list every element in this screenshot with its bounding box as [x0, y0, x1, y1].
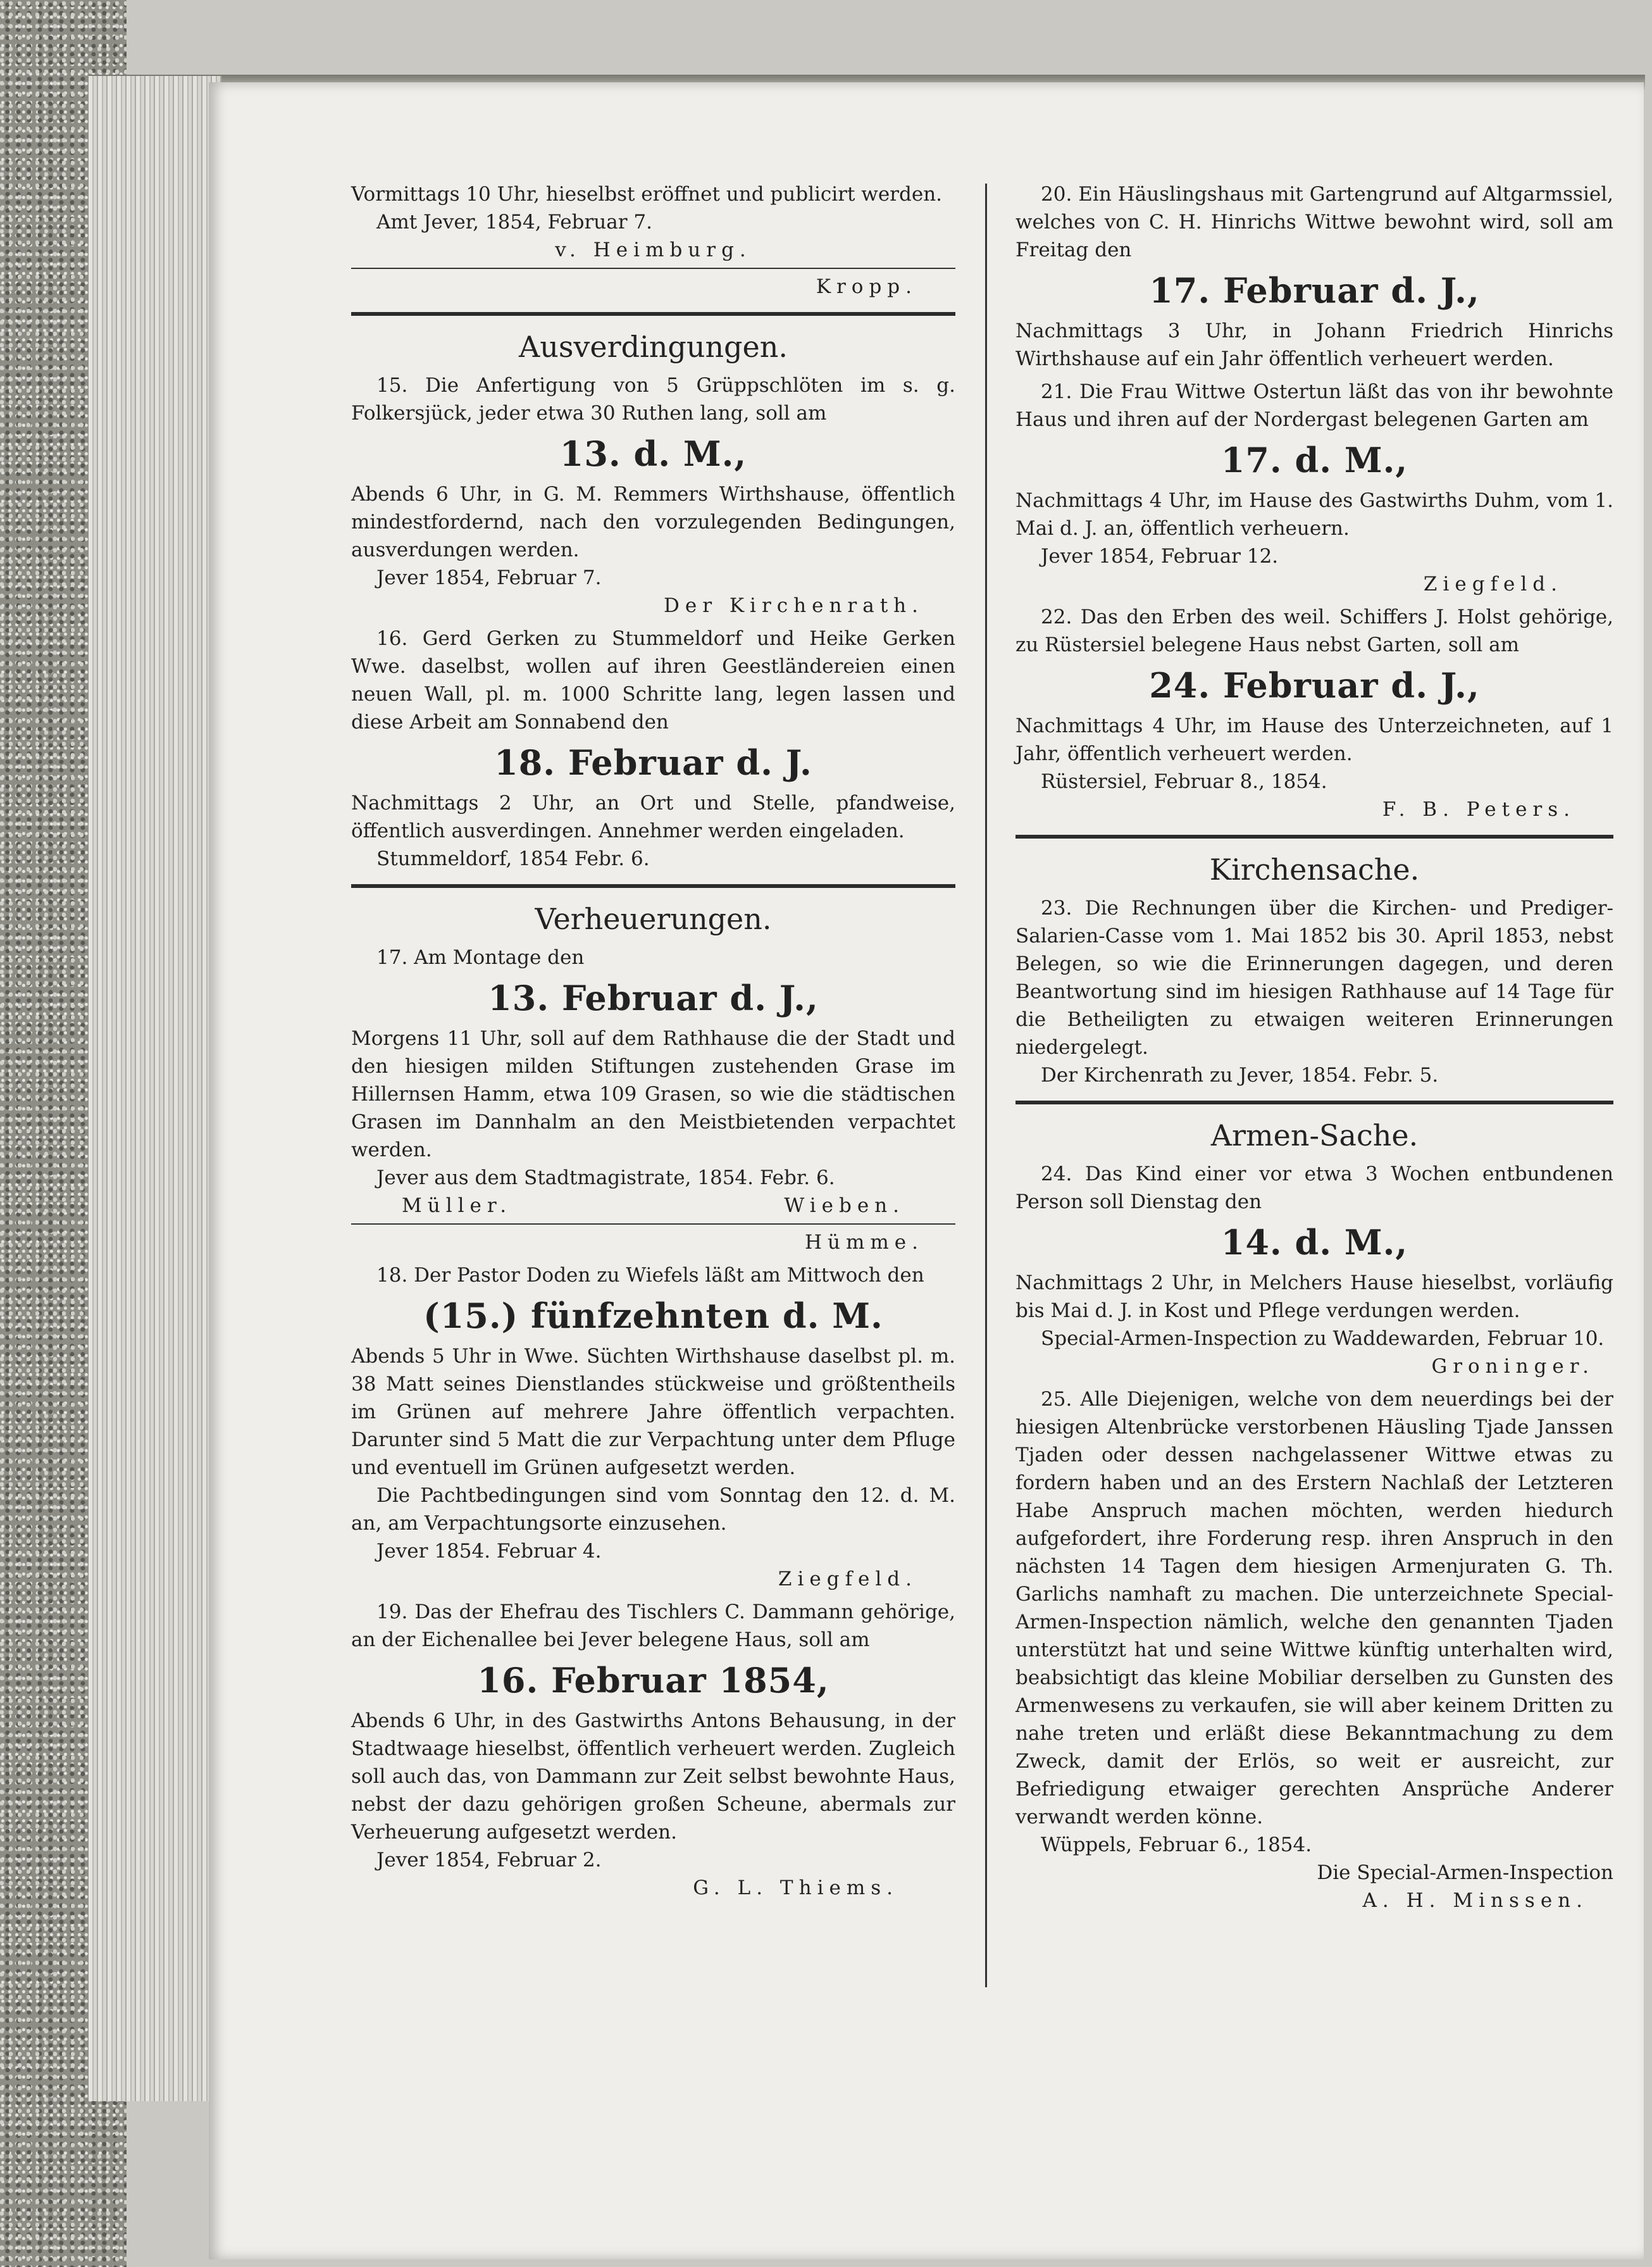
intro-text: Vormittags 10 Uhr, hieselbst eröffnet und publicirt werden. — [351, 183, 943, 206]
notice-15-date: 13. d. M., — [559, 434, 747, 474]
section-title-kirchensache: Kirchensache. — [1209, 852, 1420, 887]
notice-15-sig: Der Kirchenrath. — [664, 594, 924, 617]
notice-16-place: Stummeldorf, 1854 Febr. 6. — [376, 847, 650, 870]
sig-rule — [351, 268, 955, 269]
notice-23-text: 23. Die Rechnungen über die Kirchen- und Prediger-Salarien-Casse vom 1. Mai 1852 bis 30. April 1853, nebst Belegen, so wie die Erinnerungen dagegen, und deren Beantwortung sind im hiesigen Rathhause auf 14 Tage für die Betheiligten zu etwaigen weiteren Erinnerungen niedergelegt. — [1015, 897, 1613, 1059]
section-title-verheuerungen: Verheuerungen. — [535, 902, 772, 936]
notice-21-text: 21. Die Frau Wittwe Ostertun läßt das von ihr bewohnte Haus und ihren auf der Nordergast belegenen Garten am — [1015, 380, 1613, 431]
notice-18-text: 18. Der Pastor Doden zu Wiefels läßt am Mittwoch den — [376, 1264, 924, 1287]
notice-25-place: Wüppels, Februar 6., 1854. — [1041, 1833, 1312, 1856]
notice-21-date: 17. d. M., — [1220, 440, 1408, 480]
notice-17-date: 13. Februar d. J., — [488, 978, 819, 1018]
notice-15-place: Jever 1854, Februar 7. — [376, 566, 602, 589]
intro-sig2: Kropp. — [816, 275, 917, 298]
notice-20-text: 20. Ein Häuslingshaus mit Gartengrund auf Altgarmssiel, welches von C. H. Hinrichs Wittwe bewohnt wird, soll am Freitag den — [1015, 183, 1613, 261]
notice-17-sigs — [351, 1192, 955, 1220]
notice-15-text: 15. Die Anfertigung von 5 Grüppschlöten im s. g. Folkersjück, jeder etwa 30 Ruthen lang, soll am — [351, 374, 955, 425]
notice-18-after: Abends 5 Uhr in Wwe. Süchten Wirthshause daselbst pl. m. 38 Matt seines Dienstlandes stückweise und größtentheils im Grünen auf mehrere Jahre öffentlich verpachten. Darunter sind 5 Matt die zur Verpachtung unter dem Pfluge und eventuell im Grünen aufgesetzt werden. — [351, 1345, 955, 1479]
notice-25-sig1: Die Special-Armen-Inspection — [1317, 1861, 1613, 1884]
notice-21-after: Nachmittags 4 Uhr, im Hause des Gastwirths Duhm, vom 1. Mai d. J. an, öffentlich verheuern. — [1015, 489, 1613, 540]
notice-19-place: Jever 1854, Februar 2. — [376, 1849, 602, 1871]
section-rule — [351, 312, 955, 316]
notice-17-after: Morgens 11 Uhr, soll auf dem Rathhause die der Stadt und den hiesigen milden Stiftungen zustehenden Grase im Hillernsen Hamm, etwa 109 Grasen, so wie die städtischen Grasen im Dannhalm an den Meistbietenden verpachtet werden. — [351, 1027, 955, 1161]
section-rule — [1015, 1101, 1613, 1104]
notice-17-text: 17. Am Montage den — [376, 946, 585, 969]
notice-22-date: 24. Februar d. J., — [1149, 665, 1480, 706]
notice-19-text: 19. Das der Ehefrau des Tischlers C. Dammann gehörige, an der Eichenallee bei Jever belegene Haus, soll am — [351, 1601, 955, 1651]
right-column — [1015, 180, 1613, 1914]
page-edges — [89, 76, 221, 2101]
notice-17-sig3: Hümme. — [805, 1231, 924, 1254]
notice-24-date: 14. d. M., — [1220, 1222, 1408, 1263]
notice-25-text: 25. Alle Diejenigen, welche von dem neuerdings bei der hiesigen Altenbrücke verstorbenen Häusling Tjade Janssen Tjaden oder dessen nachgelassener Wittwe etwas zu fordern haben und an des Erstern Nachlaß der Letzteren Habe Anspruch machen möchten, werden hiedurch aufgefordert, ihre Forderung resp. ihren Anspruch in den nächsten 14 Tagen dem hiesigen Armenjuraten G. Th. Garlichs namhaft zu machen. Die unterzeichnete Special-Armen-Inspection nämlich, welche den genannten Tjaden unterstützt hat und seine Wittwe künftig unterhalten wird, beabsichtigt das kleine Mobiliar derselben zu Gunsten des Armenwesens zu verkaufen, sie will aber keinem Dritten zu nahe treten und erläßt diese Bekanntmachung zu dem Zweck, damit der Erlös, so weit er ausreicht, zur Befriedigung etwaiger gerechten Ansprüche Anderer verwandt werden könne. — [1015, 1388, 1613, 1828]
notice-22-after: Nachmittags 4 Uhr, im Hause des Unterzeichneten, auf 1 Jahr, öffentlich verheuert werden. — [1015, 715, 1613, 765]
notice-19-sig: G. L. Thiems. — [693, 1877, 898, 1899]
notice-18-date: (15.) fünfzehnten d. M. — [423, 1296, 883, 1336]
notice-22-text: 22. Das den Erben des weil. Schiffers J. Holst gehörige, zu Rüstersiel belegene Haus nebst Garten, soll am — [1015, 606, 1613, 656]
section-title-ausverdingungen: Ausverdingungen. — [518, 330, 788, 364]
notice-22-sig: F. B. Peters. — [1382, 798, 1575, 821]
section-rule — [351, 884, 955, 888]
intro-place: Amt Jever, 1854, Februar 7. — [376, 211, 652, 234]
notice-24-after: Nachmittags 2 Uhr, in Melchers Hause hieselbst, vorläufig bis Mai d. J. in Kost und Pflege verdungen werden. — [1015, 1271, 1613, 1322]
notice-19-date: 16. Februar 1854, — [477, 1660, 829, 1701]
intro-sig1: v. Heimburg. — [555, 239, 752, 261]
notice-19-after: Abends 6 Uhr, in des Gastwirths Antons Behausung, in der Stadtwaage hieselbst, öffentlich verheuert werden. Zugleich soll auch das, von Dammann zur Zeit selbst bewohnte Haus, nebst der dazu gehörigen großen Scheune, abermals zur Verheuerung aufgesetzt werden. — [351, 1709, 955, 1844]
notice-23-place: Der Kirchenrath zu Jever, 1854. Febr. 5. — [1041, 1064, 1439, 1087]
notice-15-after: Abends 6 Uhr, in G. M. Remmers Wirthshause, öffentlich mindestfordernd, nach den vorzulegenden Bedingungen, ausverdungen werden. — [351, 483, 955, 561]
section-rule — [1015, 835, 1613, 839]
notice-24-text: 24. Das Kind einer vor etwa 3 Wochen entbundenen Person soll Dienstag den — [1015, 1163, 1613, 1213]
notice-16-date: 18. Februar d. J. — [494, 742, 812, 783]
column-divider — [985, 184, 987, 1987]
notice-21-sig: Ziegfeld. — [1423, 573, 1563, 596]
notice-17-place: Jever aus dem Stadtmagistrate, 1854. Febr. 6. — [376, 1166, 835, 1189]
notice-18-sig: Ziegfeld. — [778, 1568, 917, 1590]
notice-24-sig: Groninger. — [1431, 1355, 1594, 1378]
section-title-armen-sache: Armen-Sache. — [1210, 1118, 1419, 1152]
notice-25-sig2: A. H. Minssen. — [1362, 1889, 1588, 1912]
notice-22-place: Rüstersiel, Februar 8., 1854. — [1041, 770, 1327, 793]
notice-18-after2: Die Pachtbedingungen sind vom Sonntag den 12. d. M. an, am Verpachtungsorte einzusehen. — [351, 1484, 955, 1535]
notice-16-after: Nachmittags 2 Uhr, an Ort und Stelle, pfandweise, öffentlich ausverdingen. Annehmer werden eingeladen. — [351, 792, 955, 842]
notice-17-sig2: Wieben. — [784, 1194, 905, 1217]
notice-18-place: Jever 1854. Februar 4. — [376, 1540, 602, 1563]
sig-rule — [351, 1223, 955, 1225]
notice-20-date: 17. Februar d. J., — [1149, 270, 1480, 311]
left-column — [351, 180, 955, 1902]
notice-20-after: Nachmittags 3 Uhr, in Johann Friedrich Hinrichs Wirthshause auf ein Jahr öffentlich verheuert werden. — [1015, 320, 1613, 370]
notice-16-text: 16. Gerd Gerken zu Stummeldorf und Heike Gerken Wwe. daselbst, wollen auf ihren Geestländereien einen neuen Wall, pl. m. 1000 Schritte lang, legen lassen und diese Arbeit am Sonnabend den — [351, 627, 955, 734]
notice-21-place: Jever 1854, Februar 12. — [1041, 545, 1279, 568]
notice-24-place: Special-Armen-Inspection zu Waddewarden, Februar 10. — [1041, 1327, 1605, 1350]
notice-17-sig1: Müller. — [402, 1194, 512, 1217]
